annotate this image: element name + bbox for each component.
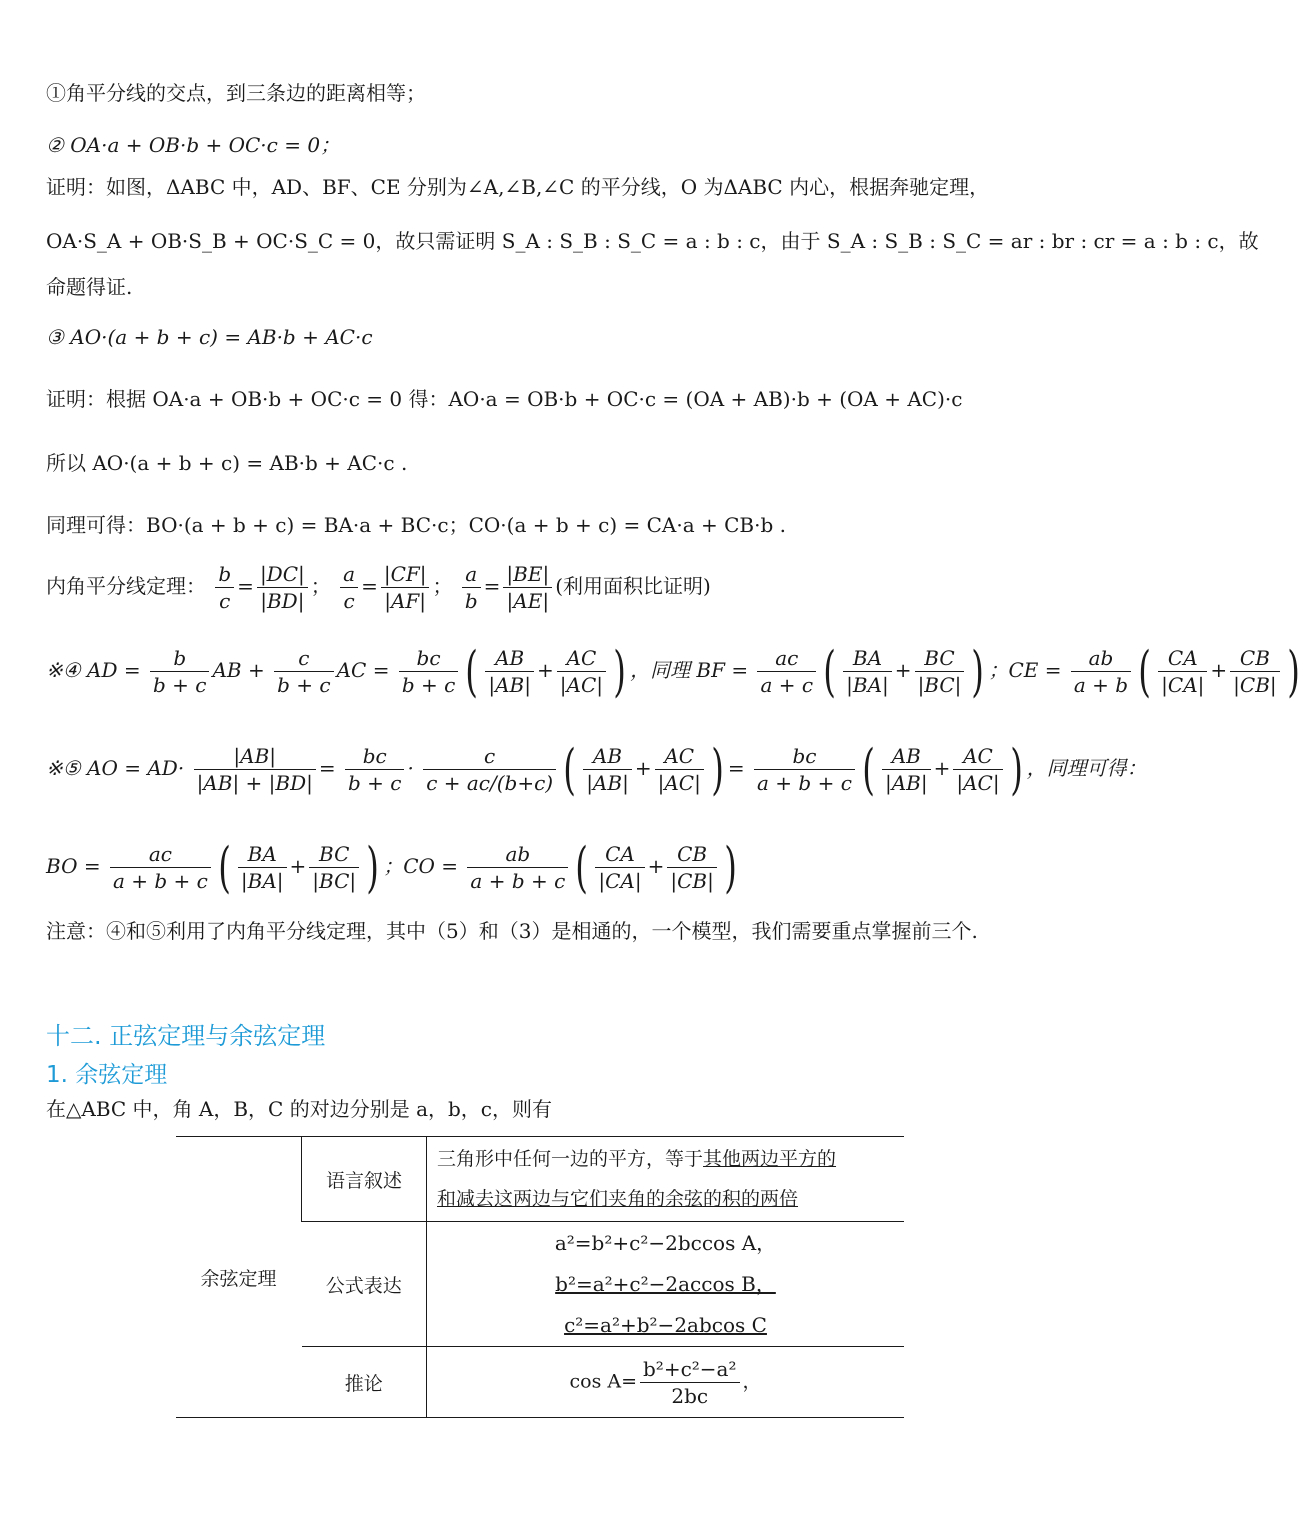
row-content-language: 三角形中任何一边的平方，等于其他两边平方的 和减去这两边与它们夹角的余弦的积的两倍 — [427, 1137, 905, 1222]
formula-a: a²=b²+c²−2bccos A， — [554, 1230, 777, 1255]
theorem-prefix: 内角平分线定理： — [46, 574, 206, 598]
note: 注意：④和⑤利用了内角平分线定理，其中（5）和（3）是相通的，一个模型，我们需要重点掌握前三个. — [46, 919, 978, 943]
row-content-formula — [427, 1222, 905, 1347]
formula-b: b²=a²+c²−2accos B， — [555, 1271, 776, 1296]
fraction-b-over-c: $\frac{b}{c}$ — [215, 561, 234, 614]
section-title: 十二. 正弦定理与余弦定理 — [46, 1022, 326, 1050]
proof-2-line-2: OA·S_A + OB·S_B + OC·S_C = 0，故只需证明 S_A : S_B : S_C = a : b : c，由于 S_A : S_B : S_C = ar : br : cr = a : b : c，故 — [46, 229, 1259, 253]
fraction-be-over-ae: $\frac{|BE|}{|AE|}$ — [503, 561, 552, 614]
formula-c: c²=a²+b²−2abcos C — [564, 1312, 767, 1337]
row-label-formula: 公式表达 — [302, 1222, 427, 1347]
fraction-dc-over-bd: $\frac{|DC|}{|BD|}$ — [257, 561, 308, 614]
language-text-line-2: 和减去这两边与它们夹角的余弦的积的两倍 — [437, 1188, 799, 1210]
fraction-a-over-b: $\frac{a}{b}$ — [462, 561, 481, 614]
table-theorem-name: 余弦定理 — [176, 1137, 302, 1418]
proof-3-line-2: 所以 AO·(a + b + c) = AB·b + AC·c . — [46, 451, 408, 475]
similar-results: 同理可得：BO·(a + b + c) = BA·a + BC·c；CO·(a + b + c) = CA·a + CB·b . — [46, 513, 786, 537]
subsection-title: 1. 余弦定理 — [46, 1062, 168, 1088]
row-content-corollary: cos A= $\frac{\text{b²+c²−a²}}{2bc}$ ， — [427, 1347, 905, 1418]
cosine-intro: 在△ABC 中，角 A，B，C 的对边分别是 a，b，c，则有 — [46, 1097, 552, 1121]
property-3: ③ AO·(a + b + c) = AB·b + AC·c — [46, 325, 373, 349]
theorem-suffix: (利用面积比证明) — [555, 574, 711, 598]
fraction-a-over-c: $\frac{a}{c}$ — [340, 561, 358, 614]
row-label-corollary: 推论 — [302, 1347, 427, 1418]
proof-2-line-1: 证明：如图，ΔABC 中，AD、BF、CE 分别为∠A,∠B,∠C 的平分线，O 为ΔABC 内心，根据奔驰定理， — [46, 175, 990, 199]
formula-4: ※④ AD = $\frac{b}{b + c}$ AB + $\frac{c}{b + c}$ AC = $\frac{bc}{b + c}$ ( $\frac{AB}{|AB|}$ + $\frac{AC}{|AC|}$ ) ，同理 BF = $\frac{ac}{a + c}$ ( $\frac{BA}{|BA|}$ + $\frac{BC}{|BC|}$ ) ；CE = $\frac{ab}{a + b}$ ( $\frac{CA}{|CA|}$ + $\frac{CB}{|CB|}$ ) — [46, 639, 1300, 703]
fraction-cf-over-af: $\frac{|CF|}{|AF|}$ — [381, 561, 430, 614]
proof-3-line-1: 证明：根据 OA·a + OB·b + OC·c = 0 得：AO·a = OB·b + OC·c = (OA + AB)·b + (OA + AC)·c — [46, 387, 963, 411]
formula-bo-co: BO = $\frac{ac}{a + b + c}$ ( $\frac{BA}{|BA|}$ + $\frac{BC}{|BC|}$ ) ；CO = $\frac{ab}{a + b + c}$ ( $\frac{CA}{|CA|}$ + $\frac{CB}{|CB|}$ ) — [46, 835, 737, 899]
row-label-language: 语言叙述 — [302, 1137, 427, 1222]
property-2: ② OA·a + OB·b + OC·c = 0； — [46, 133, 341, 157]
cosine-law-table — [176, 1136, 904, 1418]
property-1: ①角平分线的交点，到三条边的距离相等； — [46, 81, 426, 105]
formula-5: ※⑤ AO = AD· $\frac{|AB|}{|AB| + |BD|}$ = $\frac{bc}{b + c}$ · $\frac{c}{c + ac/(b+c)}$ ( $\frac{AB}{|AB|}$ + $\frac{AC}{|AC|}$ ) = $\frac{bc}{a + b + c}$ ( $\frac{AB}{|AB|}$ + $\frac{AC}{|AC|}$ ) ，同理可得： — [46, 737, 1147, 801]
angle-bisector-theorem: 内角平分线定理： $\frac{b}{c}$ = $\frac{|DC|}{|BD|}$ ； $\frac{a}{c}$ = $\frac{|CF|}{|AF|}$ ； $\frac{a}{b}$ = $\frac{|BE|}{|AE|}$ (利用面积比证明) — [46, 562, 711, 613]
proof-2-line-3: 命题得证. — [46, 275, 133, 299]
